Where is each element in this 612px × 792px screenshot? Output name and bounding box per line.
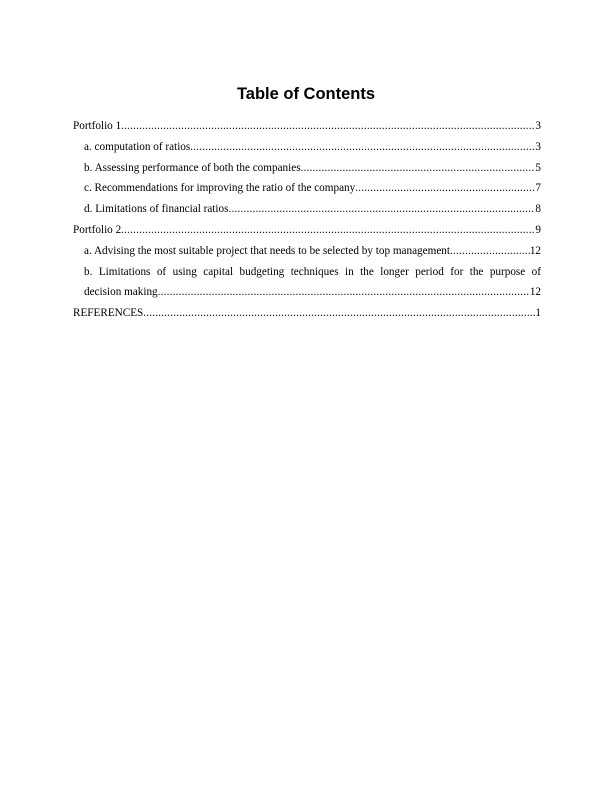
toc-page-number: 3 xyxy=(535,140,541,153)
toc-title: Table of Contents xyxy=(236,85,376,103)
toc-page-number: 1 xyxy=(535,307,541,320)
toc-entry-portfolio-1[interactable] xyxy=(73,116,541,137)
toc-entry-references[interactable] xyxy=(73,303,541,324)
dot-leader xyxy=(355,178,535,199)
toc-entry-limitations-capital-budgeting[interactable] xyxy=(73,262,541,304)
toc-entry-advising-project[interactable] xyxy=(73,241,541,262)
toc-entry-portfolio-2[interactable] xyxy=(73,220,541,241)
toc-page-number: 12 xyxy=(529,244,541,257)
toc-page-number: 8 xyxy=(535,203,541,216)
dot-leader xyxy=(143,303,535,324)
toc-entry-label: a. Advising the most suitable project that needs to be selected by top management xyxy=(84,244,450,257)
toc-entry-recommendations[interactable] xyxy=(73,178,541,199)
toc-entry-label: Portfolio 1 xyxy=(73,120,122,132)
toc-entry-line-2 xyxy=(84,282,541,303)
toc-entry-assessing-performance[interactable] xyxy=(73,158,541,179)
toc-entry-label-line-2: decision making xyxy=(84,286,158,299)
dot-leader xyxy=(121,220,535,241)
toc-entry-label: REFERENCES xyxy=(73,307,144,320)
dot-leader xyxy=(121,116,535,137)
toc-entry-label: b. Assessing performance of both the companies xyxy=(84,161,301,174)
toc-page-number: 9 xyxy=(535,223,541,236)
toc-page-number: 5 xyxy=(535,161,541,174)
toc-page-number: 12 xyxy=(529,286,541,299)
dot-leader xyxy=(301,158,536,179)
toc-entry-computation-of-ratios[interactable] xyxy=(73,137,541,158)
toc-page-number: 3 xyxy=(535,120,541,132)
toc-page-number: 7 xyxy=(535,182,541,195)
toc-entry-label: c. Recommendations for improving the ratio of the company xyxy=(84,182,356,195)
dot-leader xyxy=(450,241,530,262)
dot-leader xyxy=(228,199,535,220)
toc-entry-label: a. computation of ratios xyxy=(84,140,191,153)
toc-entry-limitations-financial-ratios[interactable] xyxy=(73,199,541,220)
dot-leader xyxy=(190,137,535,158)
table-of-contents xyxy=(73,116,541,324)
toc-entry-label: d. Limitations of financial ratios xyxy=(84,203,229,216)
toc-entry-label: Portfolio 2 xyxy=(73,223,122,236)
toc-entry-label-line-1: b. Limitations of using capital budgeting techniques in the longer period for the purpose of xyxy=(84,265,541,278)
dot-leader xyxy=(158,282,530,303)
